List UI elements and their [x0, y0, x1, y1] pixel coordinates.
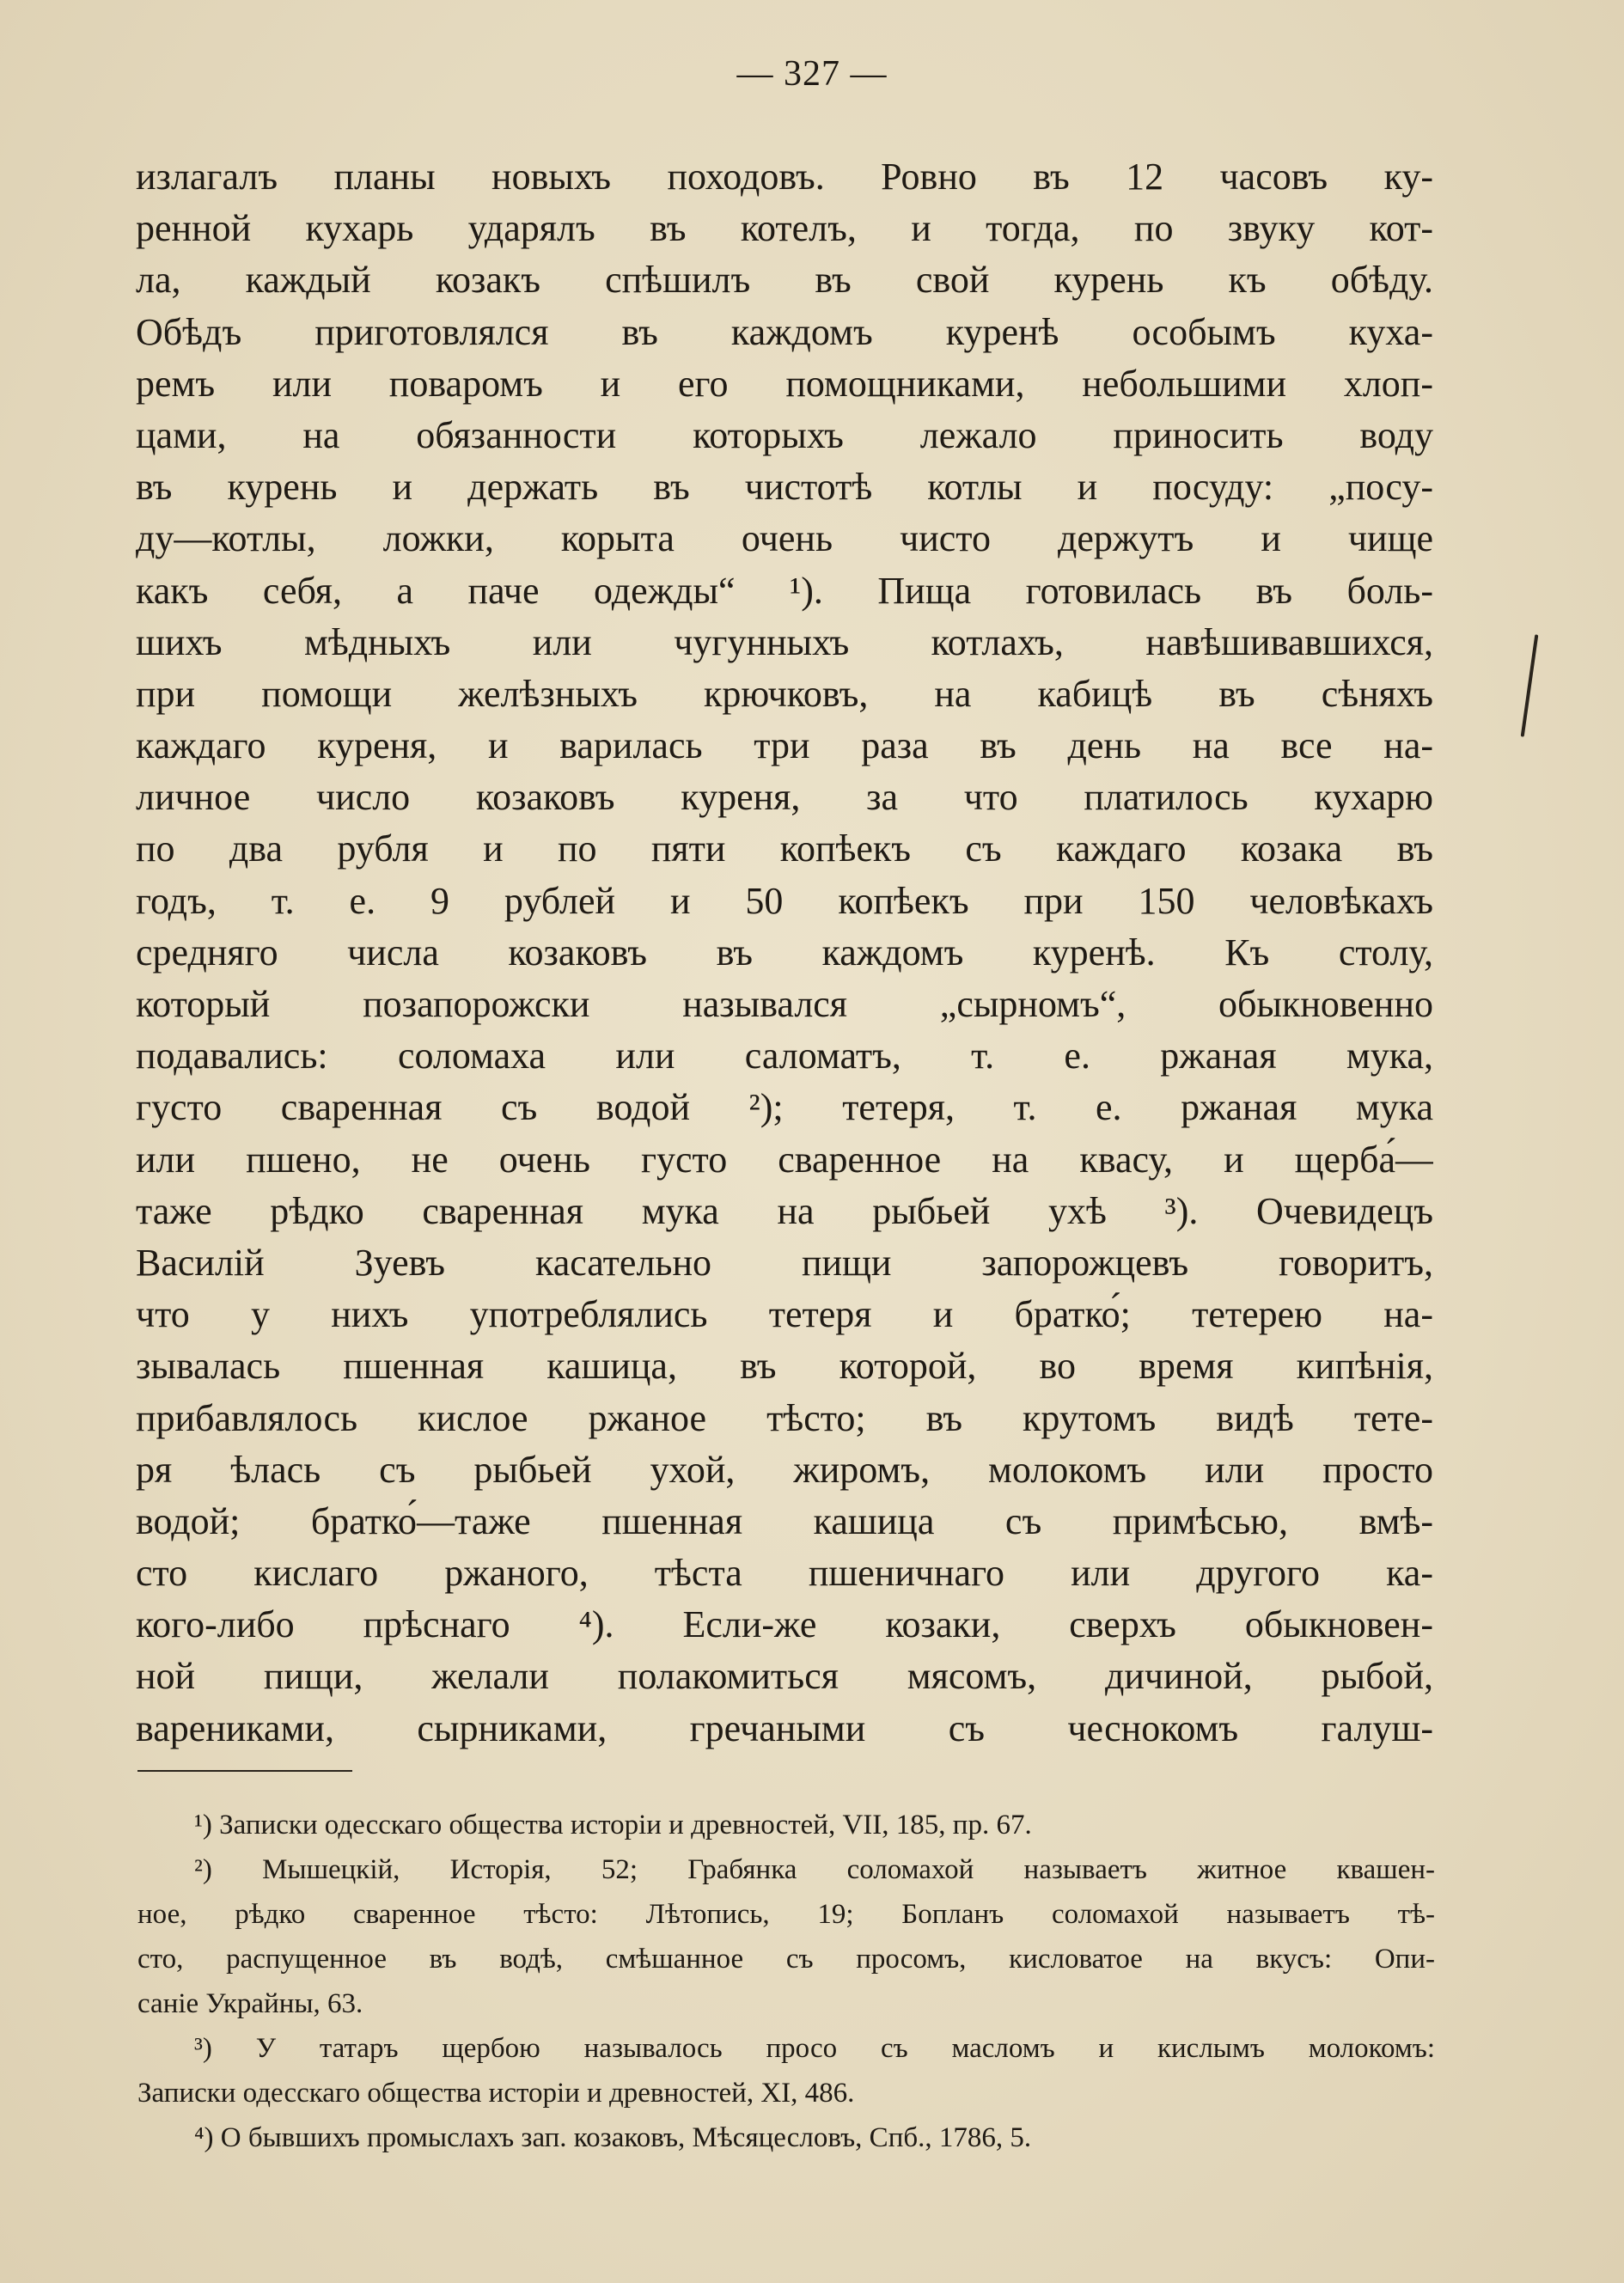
footnote-1: ¹) Записки одесскаго общества исторіи и древностей, VII, 185, пр. 67.: [194, 1810, 1032, 1840]
footnote-4: ⁴) О бывшихъ промыслахъ зап. козаковъ, Мѣсяцесловъ, Спб., 1786, 5.: [194, 2122, 1032, 2153]
footnote-rule: [137, 1770, 352, 1772]
text-line: водой; братко́—таже пшенная кашица съ примѣсью, вмѣ-: [136, 1499, 1433, 1542]
text-line: каждаго куреня, и варилась три раза въ день на все на-: [136, 724, 1433, 767]
footnote-2-cont: сто, распущенное въ водѣ, смѣшанное съ просомъ, кисловатое на вкусъ: Опи-: [137, 1944, 1435, 1975]
text-line: что у нихъ употреблялись тетеря и братко́; тетерею на-: [136, 1293, 1433, 1336]
text-line: который позапорожски назывался „сырномъ“, обыкновенно: [136, 983, 1433, 1025]
text-line: въ курень и держать въ чистотѣ котлы и посуду: „посу-: [136, 466, 1433, 509]
margin-pencil-mark: [1521, 634, 1539, 736]
text-line: средняго числа козаковъ въ каждомъ куренѣ. Къ столу,: [136, 931, 1433, 974]
text-line: ла, каждый козакъ спѣшилъ въ свой курень къ обѣду.: [136, 259, 1433, 302]
text-line: сто кислаго ржаного, тѣста пшеничнаго или другого ка-: [136, 1552, 1433, 1595]
text-line: при помощи желѣзныхъ крючковъ, на кабицѣ въ сѣняхъ: [136, 672, 1433, 715]
text-line: личное число козаковъ куреня, за что платилось кухарю: [136, 776, 1433, 819]
footnote-3-end: Записки одесскаго общества исторіи и древностей, XI, 486.: [137, 2078, 855, 2109]
text-line: цами, на обязанности которыхъ лежало приносить воду: [136, 413, 1433, 456]
text-line: ду—котлы, ложки, корыта очень чисто держутъ и чище: [136, 517, 1433, 560]
text-line: Обѣдъ приготовлялся въ каждомъ куренѣ особымъ куха-: [136, 310, 1433, 353]
text-line: прибавлялось кислое ржаное тѣсто; въ крутомъ видѣ тете-: [136, 1396, 1433, 1439]
text-line: годъ, т. е. 9 рублей и 50 копѣекъ при 150 человѣкахъ: [136, 879, 1433, 922]
page-number: — 327 —: [736, 54, 888, 94]
text-line: излагалъ планы новыхъ походовъ. Ровно въ 12 часовъ ку-: [136, 156, 1433, 198]
text-line: густо сваренная съ водой ²); тетеря, т. е. ржаная мука: [136, 1086, 1433, 1129]
footnote-2-cont: ное, рѣдко сваренное тѣсто: Лѣтопись, 19; Бопланъ соломахой называетъ тѣ-: [137, 1899, 1435, 1930]
footnote-2-end: саніе Украйны, 63.: [137, 1988, 363, 2019]
text-line: или пшено, не очень густо сваренное на квасу, и щерба́—: [136, 1138, 1433, 1181]
text-line: какъ себя, а паче одежды“ ¹). Пища готовилась въ боль-: [136, 569, 1433, 612]
footnote-3: ³) У татаръ щербою называлось просо съ масломъ и кислымъ молокомъ:: [194, 2033, 1435, 2064]
text-line: Василій Зуевъ касательно пищи запорожцевъ говоритъ,: [136, 1241, 1433, 1284]
text-line: ной пищи, желали полакомиться мясомъ, дичиной, рыбой,: [136, 1655, 1433, 1698]
text-line: варениками, сырниками, гречаными съ чеснокомъ галуш-: [136, 1706, 1433, 1749]
text-line: ренной кухарь ударялъ въ котелъ, и тогда, по звуку кот-: [136, 207, 1433, 250]
text-line: ря ѣлась съ рыбьей ухой, жиромъ, молокомъ или просто: [136, 1448, 1433, 1491]
text-line: таже рѣдко сваренная мука на рыбьей ухѣ ³). Очевидецъ: [136, 1189, 1433, 1232]
text-line: ремъ или поваромъ и его помощниками, небольшими хлоп-: [136, 362, 1433, 405]
text-line: по два рубля и по пяти копѣекъ съ каждаго козака въ: [136, 827, 1433, 870]
main-text: [136, 151, 1433, 1755]
text-line: шихъ мѣдныхъ или чугунныхъ котлахъ, навѣшивавшихся,: [136, 620, 1433, 663]
text-line: зывалась пшенная кашица, въ которой, во время кипѣнія,: [136, 1345, 1433, 1388]
footnote-2: ²) Мышецкій, Исторія, 52; Грабянка соломахой называетъ житное квашен-: [194, 1854, 1435, 1885]
footnotes: [137, 1803, 1435, 2160]
text-line: кого-либо прѣснаго ⁴). Если-же козаки, сверхъ обыкновен-: [136, 1603, 1433, 1646]
text-line: подавались: соломаха или саломатъ, т. е. ржаная мука,: [136, 1035, 1433, 1077]
